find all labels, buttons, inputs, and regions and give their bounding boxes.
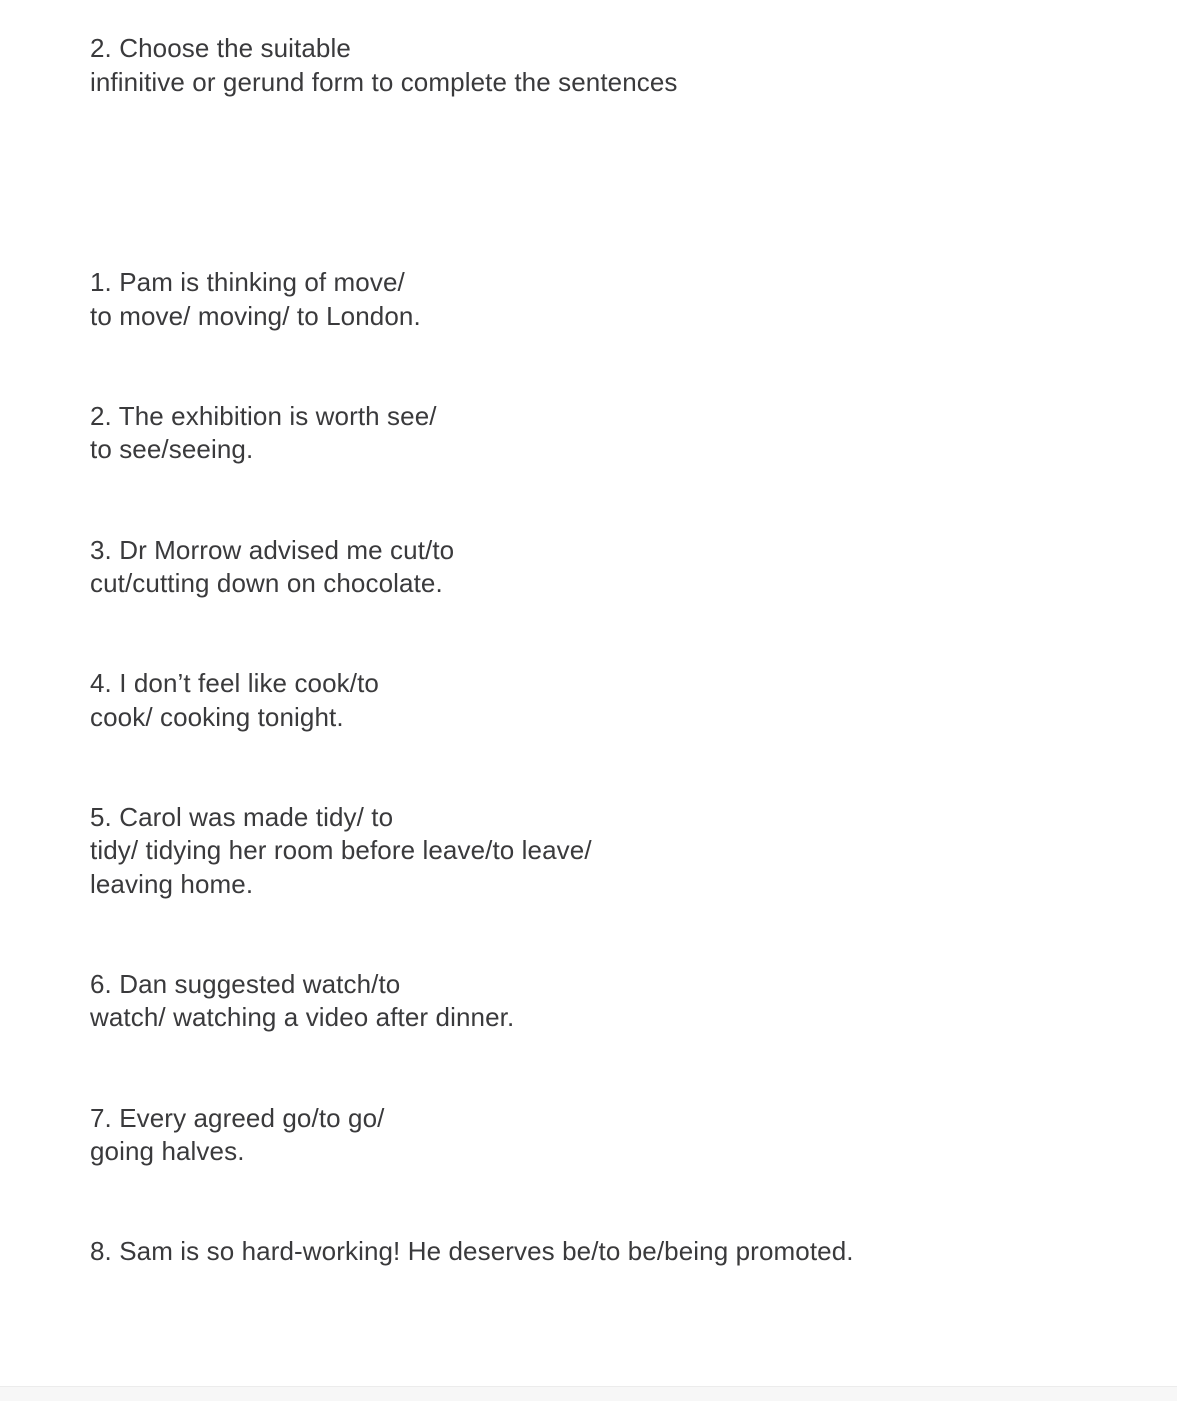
bottom-edge bbox=[0, 1386, 1177, 1401]
heading-line: 2. Choose the suitable bbox=[90, 33, 351, 63]
exercise-line: going halves. bbox=[90, 1136, 245, 1166]
exercise-line: 2. The exhibition is worth see/ bbox=[90, 401, 437, 431]
exercise-line: 6. Dan suggested watch/to bbox=[90, 969, 401, 999]
exercise-line: 1. Pam is thinking of move/ bbox=[90, 267, 405, 297]
exercise-line: leaving home. bbox=[90, 869, 254, 899]
exercise-line: 5. Carol was made tidy/ to bbox=[90, 802, 394, 832]
exercise-line: to move/ moving/ to London. bbox=[90, 301, 421, 331]
exercise-line: watch/ watching a video after dinner. bbox=[90, 1002, 515, 1032]
exercise-line: cook/ cooking tonight. bbox=[90, 702, 344, 732]
exercise-line: 4. I don’t feel like cook/to bbox=[90, 668, 379, 698]
heading-line: infinitive or gerund form to complete the sentences bbox=[90, 67, 678, 97]
exercise-line: 7. Every agreed go/to go/ bbox=[90, 1103, 385, 1133]
exercise-line: cut/cutting down on chocolate. bbox=[90, 568, 443, 598]
exercise-line: 3. Dr Morrow advised me cut/to bbox=[90, 535, 455, 565]
exercise-line: 8. Sam is so hard-working! He deserves be/to be/being promoted. bbox=[90, 1236, 854, 1266]
exercise-line: tidy/ tidying her room before leave/to leave/ bbox=[90, 835, 592, 865]
exercise-line: to see/seeing. bbox=[90, 434, 254, 464]
